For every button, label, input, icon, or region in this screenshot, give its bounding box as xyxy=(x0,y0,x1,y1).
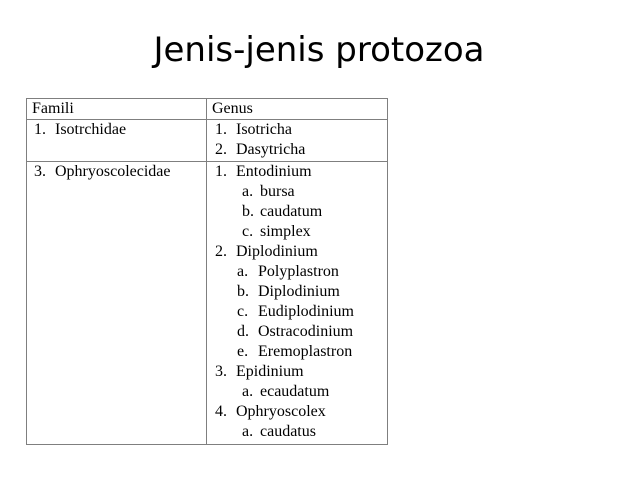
family-number: 3. xyxy=(34,163,46,180)
genus-number: 4. xyxy=(215,403,227,420)
species-name: ecaudatum xyxy=(260,383,330,400)
genus-name: Isotricha xyxy=(236,121,292,138)
species-letter: b. xyxy=(237,283,249,300)
genus-name: Ophryoscolex xyxy=(236,403,326,420)
family-name: Ophryoscolecidae xyxy=(55,163,171,180)
species-name: caudatum xyxy=(260,203,323,220)
species-letter: c. xyxy=(242,223,254,240)
species-item xyxy=(242,382,329,402)
species-letter: e. xyxy=(237,343,249,360)
species-item xyxy=(242,202,322,222)
species-name: Ostracodinium xyxy=(258,323,354,340)
genus-number: 2. xyxy=(215,141,227,158)
genus-name: Diplodinium xyxy=(236,243,318,260)
genus-number: 1. xyxy=(215,121,227,138)
header-genus: Genus xyxy=(212,100,253,117)
species-letter: a. xyxy=(242,423,254,440)
genus-number: 2. xyxy=(215,243,227,260)
species-name: Eudiplodinium xyxy=(258,303,354,320)
genus-number: 1. xyxy=(215,163,227,180)
protozoa-table xyxy=(26,98,388,445)
species-item xyxy=(242,422,316,442)
species-letter: c. xyxy=(237,303,249,320)
genus-name: Entodinium xyxy=(236,163,312,180)
species-letter: a. xyxy=(237,263,249,280)
species-name: caudatus xyxy=(260,423,316,440)
species-item xyxy=(237,262,339,282)
family-cell xyxy=(34,120,126,140)
species-item xyxy=(242,222,311,242)
genus-item xyxy=(215,140,305,160)
genus-item xyxy=(215,402,326,422)
species-letter: d. xyxy=(237,323,249,340)
species-name: bursa xyxy=(260,183,295,200)
family-number: 1. xyxy=(34,121,46,138)
column-divider xyxy=(206,99,207,444)
species-item xyxy=(237,342,352,362)
genus-item xyxy=(215,242,318,262)
species-item xyxy=(242,182,295,202)
species-name: simplex xyxy=(260,223,311,240)
family-name: Isotrchidae xyxy=(55,121,127,138)
genus-item xyxy=(215,362,304,382)
species-letter: b. xyxy=(242,203,254,220)
species-item xyxy=(237,282,340,302)
family-cell xyxy=(34,162,171,182)
species-item xyxy=(237,322,353,342)
slide-title: Jenis-jenis protozoa xyxy=(153,30,485,70)
genus-name: Dasytricha xyxy=(236,141,306,158)
genus-item xyxy=(215,120,292,140)
species-name: Diplodinium xyxy=(258,283,340,300)
species-letter: a. xyxy=(242,183,254,200)
header-famili: Famili xyxy=(32,100,74,117)
species-name: Eremoplastron xyxy=(258,343,353,360)
genus-name: Epidinium xyxy=(236,363,304,380)
species-letter: a. xyxy=(242,383,254,400)
species-name: Polyplastron xyxy=(258,263,339,280)
genus-item xyxy=(215,162,312,182)
genus-number: 3. xyxy=(215,363,227,380)
species-item xyxy=(237,302,354,322)
